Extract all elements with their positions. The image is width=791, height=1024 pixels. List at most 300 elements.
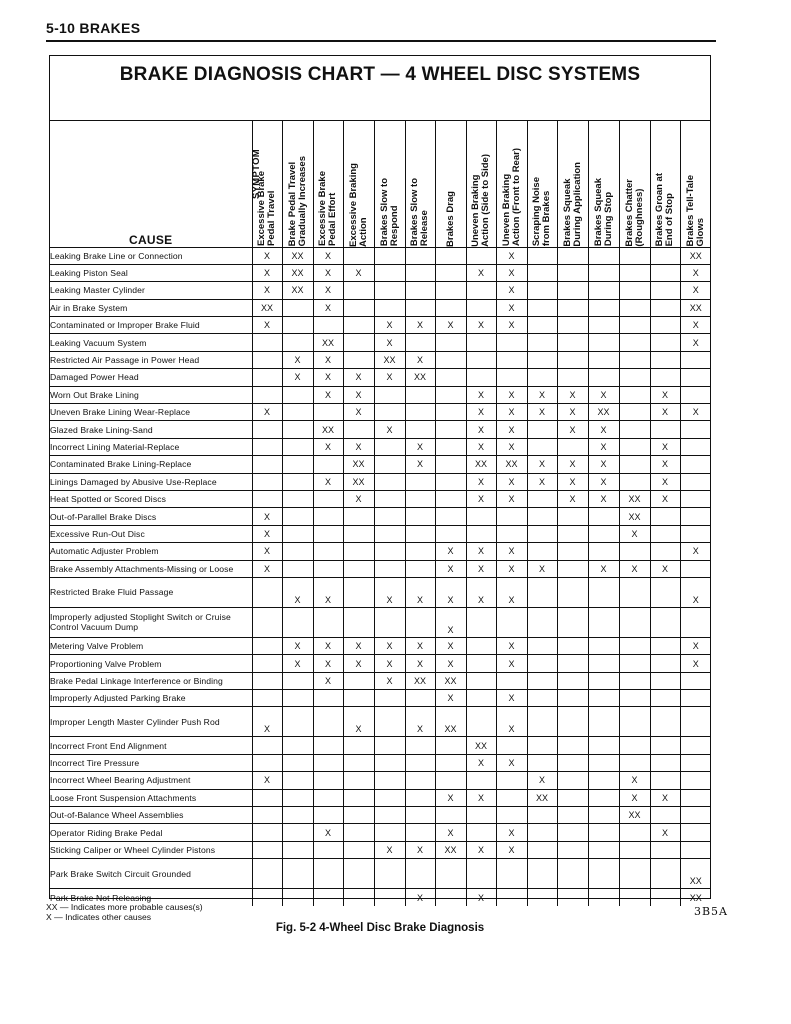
mark-cell bbox=[650, 369, 680, 386]
mark-cell bbox=[282, 754, 313, 771]
mark-cell: X bbox=[557, 421, 588, 438]
mark-cell bbox=[343, 560, 374, 577]
mark-cell bbox=[527, 351, 557, 368]
figure-caption: Fig. 5-2 4-Wheel Disc Brake Diagnosis bbox=[275, 922, 485, 934]
mark-cell: X bbox=[527, 473, 557, 490]
mark-cell bbox=[343, 737, 374, 754]
mark-cell: X bbox=[343, 386, 374, 403]
mark-cell: X bbox=[405, 841, 435, 858]
mark-cell bbox=[374, 525, 405, 542]
table-row bbox=[50, 824, 711, 841]
mark-cell: X bbox=[466, 889, 496, 906]
cause-cell: Metering Valve Problem bbox=[50, 637, 252, 654]
mark-cell bbox=[650, 672, 680, 689]
symptom-label: Brakes Slow to Release bbox=[409, 178, 430, 247]
mark-cell bbox=[252, 438, 282, 455]
mark-cell bbox=[343, 754, 374, 771]
mark-cell bbox=[466, 807, 496, 824]
mark-cell: X bbox=[343, 707, 374, 737]
mark-cell: X bbox=[588, 560, 619, 577]
cause-cell: Improper Length Master Cylinder Push Rod bbox=[50, 707, 252, 737]
mark-cell: X bbox=[405, 707, 435, 737]
mark-cell bbox=[435, 859, 466, 889]
mark-cell bbox=[619, 577, 650, 607]
mark-cell bbox=[252, 421, 282, 438]
cause-cell: Excessive Run-Out Disc bbox=[50, 525, 252, 542]
mark-cell bbox=[282, 859, 313, 889]
table-row bbox=[50, 334, 711, 351]
mark-cell bbox=[374, 789, 405, 806]
mark-cell: X bbox=[588, 456, 619, 473]
mark-cell bbox=[588, 807, 619, 824]
mark-cell: X bbox=[313, 637, 343, 654]
mark-cell bbox=[374, 889, 405, 906]
mark-cell bbox=[374, 490, 405, 507]
mark-cell bbox=[313, 508, 343, 525]
mark-cell bbox=[619, 889, 650, 906]
mark-cell: X bbox=[496, 577, 527, 607]
mark-cell bbox=[343, 543, 374, 560]
symptom-header bbox=[527, 121, 557, 247]
mark-cell bbox=[557, 508, 588, 525]
mark-cell bbox=[374, 404, 405, 421]
mark-cell: X bbox=[496, 543, 527, 560]
symptom-label: Brakes Tell-Tale Glows bbox=[684, 175, 706, 247]
mark-cell: X bbox=[496, 473, 527, 490]
mark-cell bbox=[650, 317, 680, 334]
mark-cell: X bbox=[496, 655, 527, 672]
mark-cell bbox=[650, 264, 680, 281]
mark-cell bbox=[435, 334, 466, 351]
mark-cell bbox=[527, 859, 557, 889]
mark-cell: XX bbox=[619, 508, 650, 525]
mark-cell bbox=[557, 264, 588, 281]
mark-cell: X bbox=[496, 637, 527, 654]
mark-cell bbox=[282, 772, 313, 789]
mark-cell: X bbox=[435, 317, 466, 334]
cause-cell: Park Brake Switch Circuit Grounded bbox=[50, 859, 252, 889]
mark-cell bbox=[374, 456, 405, 473]
mark-cell bbox=[680, 737, 711, 754]
mark-cell bbox=[374, 560, 405, 577]
mark-cell bbox=[435, 889, 466, 906]
symptom-header bbox=[252, 121, 282, 247]
mark-cell: X bbox=[496, 421, 527, 438]
mark-cell bbox=[435, 299, 466, 316]
mark-cell bbox=[619, 421, 650, 438]
mark-cell: X bbox=[466, 317, 496, 334]
mark-cell bbox=[374, 247, 405, 264]
symptom-header bbox=[282, 121, 313, 247]
diagnosis-rows bbox=[50, 247, 711, 906]
mark-cell bbox=[252, 824, 282, 841]
table-row bbox=[50, 807, 711, 824]
mark-cell bbox=[680, 560, 711, 577]
mark-cell bbox=[557, 560, 588, 577]
mark-cell bbox=[435, 807, 466, 824]
mark-cell bbox=[282, 404, 313, 421]
mark-cell: X bbox=[435, 543, 466, 560]
mark-cell: X bbox=[588, 421, 619, 438]
mark-cell bbox=[680, 525, 711, 542]
header-rule bbox=[46, 40, 716, 42]
mark-cell bbox=[588, 351, 619, 368]
mark-cell bbox=[374, 807, 405, 824]
mark-cell: X bbox=[496, 707, 527, 737]
mark-cell: XX bbox=[405, 672, 435, 689]
mark-cell bbox=[252, 889, 282, 906]
mark-cell bbox=[313, 525, 343, 542]
mark-cell bbox=[619, 386, 650, 403]
mark-cell: XX bbox=[680, 299, 711, 316]
mark-cell bbox=[650, 299, 680, 316]
mark-cell bbox=[252, 754, 282, 771]
mark-cell bbox=[650, 690, 680, 707]
mark-cell bbox=[343, 772, 374, 789]
mark-cell bbox=[680, 490, 711, 507]
mark-cell bbox=[435, 754, 466, 771]
mark-cell: X bbox=[435, 690, 466, 707]
mark-cell bbox=[466, 690, 496, 707]
mark-cell bbox=[282, 560, 313, 577]
mark-cell: X bbox=[466, 386, 496, 403]
mark-cell bbox=[527, 438, 557, 455]
mark-cell: X bbox=[557, 456, 588, 473]
mark-cell bbox=[374, 754, 405, 771]
symptom-axis-label: SYMPTOM bbox=[250, 149, 262, 199]
mark-cell: X bbox=[466, 560, 496, 577]
mark-cell bbox=[650, 543, 680, 560]
mark-cell: X bbox=[374, 334, 405, 351]
mark-cell: X bbox=[374, 369, 405, 386]
mark-cell bbox=[252, 841, 282, 858]
mark-cell bbox=[343, 299, 374, 316]
mark-cell bbox=[588, 282, 619, 299]
mark-cell: X bbox=[496, 754, 527, 771]
mark-cell: X bbox=[557, 386, 588, 403]
table-row bbox=[50, 369, 711, 386]
table-row bbox=[50, 841, 711, 858]
table-row bbox=[50, 707, 711, 737]
mark-cell bbox=[557, 299, 588, 316]
mark-cell bbox=[527, 754, 557, 771]
mark-cell bbox=[252, 637, 282, 654]
mark-cell bbox=[496, 889, 527, 906]
mark-cell bbox=[650, 707, 680, 737]
mark-cell bbox=[619, 334, 650, 351]
mark-cell bbox=[405, 690, 435, 707]
mark-cell: X bbox=[313, 299, 343, 316]
mark-cell: X bbox=[466, 789, 496, 806]
mark-cell bbox=[343, 607, 374, 637]
mark-cell bbox=[619, 543, 650, 560]
mark-cell: X bbox=[650, 789, 680, 806]
symptom-label: Brakes Groan at End of Stop bbox=[654, 173, 675, 247]
mark-cell: X bbox=[588, 490, 619, 507]
mark-cell bbox=[680, 841, 711, 858]
mark-cell bbox=[527, 672, 557, 689]
mark-cell: X bbox=[313, 577, 343, 607]
mark-cell bbox=[343, 690, 374, 707]
cause-cell: Contaminated Brake Lining-Replace bbox=[50, 456, 252, 473]
cause-cell: Operator Riding Brake Pedal bbox=[50, 824, 252, 841]
mark-cell: XX bbox=[405, 369, 435, 386]
mark-cell: X bbox=[343, 438, 374, 455]
mark-cell bbox=[252, 737, 282, 754]
mark-cell bbox=[619, 456, 650, 473]
cause-column-header: CAUSE bbox=[50, 121, 252, 247]
mark-cell bbox=[282, 334, 313, 351]
mark-cell: X bbox=[619, 772, 650, 789]
table-row bbox=[50, 789, 711, 806]
mark-cell: X bbox=[374, 317, 405, 334]
mark-cell: XX bbox=[619, 490, 650, 507]
mark-cell bbox=[527, 655, 557, 672]
mark-cell bbox=[527, 317, 557, 334]
mark-cell: X bbox=[466, 841, 496, 858]
mark-cell bbox=[496, 672, 527, 689]
mark-cell bbox=[435, 456, 466, 473]
mark-cell: X bbox=[252, 525, 282, 542]
mark-cell bbox=[650, 351, 680, 368]
mark-cell bbox=[343, 351, 374, 368]
cause-cell: Park Brake Not Releasing bbox=[50, 889, 252, 906]
mark-cell bbox=[252, 473, 282, 490]
mark-cell: X bbox=[466, 473, 496, 490]
mark-cell bbox=[588, 334, 619, 351]
mark-cell bbox=[374, 737, 405, 754]
cause-cell: Uneven Brake Lining Wear-Replace bbox=[50, 404, 252, 421]
mark-cell bbox=[619, 607, 650, 637]
mark-cell bbox=[588, 889, 619, 906]
mark-cell bbox=[680, 789, 711, 806]
mark-cell: X bbox=[435, 577, 466, 607]
mark-cell: X bbox=[313, 351, 343, 368]
cause-cell: Sticking Caliper or Wheel Cylinder Pistons bbox=[50, 841, 252, 858]
mark-cell bbox=[650, 577, 680, 607]
mark-cell: X bbox=[252, 543, 282, 560]
mark-cell bbox=[680, 456, 711, 473]
mark-cell bbox=[374, 824, 405, 841]
table-row bbox=[50, 282, 711, 299]
mark-cell bbox=[650, 247, 680, 264]
mark-cell bbox=[557, 438, 588, 455]
mark-cell bbox=[619, 282, 650, 299]
mark-cell bbox=[435, 421, 466, 438]
mark-cell bbox=[619, 672, 650, 689]
mark-cell bbox=[313, 490, 343, 507]
mark-cell bbox=[252, 807, 282, 824]
mark-cell bbox=[313, 707, 343, 737]
table-row bbox=[50, 264, 711, 281]
mark-cell bbox=[405, 490, 435, 507]
mark-cell bbox=[466, 824, 496, 841]
mark-cell bbox=[527, 334, 557, 351]
mark-cell: X bbox=[313, 247, 343, 264]
mark-cell bbox=[282, 438, 313, 455]
mark-cell: X bbox=[650, 456, 680, 473]
mark-cell bbox=[680, 824, 711, 841]
mark-cell bbox=[343, 789, 374, 806]
table-row bbox=[50, 859, 711, 889]
mark-cell bbox=[650, 889, 680, 906]
mark-cell: X bbox=[650, 490, 680, 507]
mark-cell bbox=[466, 607, 496, 637]
mark-cell bbox=[650, 737, 680, 754]
mark-cell bbox=[405, 807, 435, 824]
cause-cell: Brake Assembly Attachments-Missing or Loose bbox=[50, 560, 252, 577]
mark-cell bbox=[343, 672, 374, 689]
mark-cell bbox=[588, 299, 619, 316]
mark-cell bbox=[557, 317, 588, 334]
mark-cell bbox=[496, 334, 527, 351]
mark-cell: X bbox=[680, 543, 711, 560]
mark-cell: X bbox=[313, 369, 343, 386]
mark-cell bbox=[619, 404, 650, 421]
mark-cell bbox=[405, 386, 435, 403]
cause-cell: Contaminated or Improper Brake Fluid bbox=[50, 317, 252, 334]
mark-cell bbox=[588, 369, 619, 386]
mark-cell bbox=[619, 824, 650, 841]
mark-cell: XX bbox=[252, 299, 282, 316]
mark-cell: X bbox=[252, 282, 282, 299]
mark-cell bbox=[619, 655, 650, 672]
cause-cell: Loose Front Suspension Attachments bbox=[50, 789, 252, 806]
cause-cell: Linings Damaged by Abusive Use-Replace bbox=[50, 473, 252, 490]
mark-cell: X bbox=[496, 264, 527, 281]
mark-cell bbox=[650, 859, 680, 889]
symptom-header bbox=[557, 121, 588, 247]
mark-cell: X bbox=[374, 672, 405, 689]
mark-cell: XX bbox=[496, 456, 527, 473]
mark-cell bbox=[252, 577, 282, 607]
mark-cell bbox=[527, 737, 557, 754]
mark-cell bbox=[282, 525, 313, 542]
chart-title: BRAKE DIAGNOSIS CHART — 4 WHEEL DISC SYSTEMS bbox=[119, 64, 641, 85]
mark-cell: X bbox=[313, 824, 343, 841]
mark-cell bbox=[405, 754, 435, 771]
mark-cell: X bbox=[466, 421, 496, 438]
mark-cell bbox=[282, 889, 313, 906]
mark-cell bbox=[588, 637, 619, 654]
mark-cell bbox=[435, 737, 466, 754]
mark-cell bbox=[466, 525, 496, 542]
mark-cell bbox=[557, 247, 588, 264]
cause-cell: Incorrect Front End Alignment bbox=[50, 737, 252, 754]
mark-cell bbox=[680, 508, 711, 525]
mark-cell: X bbox=[405, 889, 435, 906]
mark-cell bbox=[650, 841, 680, 858]
legend-item: X — Indicates other causes bbox=[46, 912, 152, 922]
mark-cell: X bbox=[252, 317, 282, 334]
mark-cell bbox=[343, 247, 374, 264]
mark-cell bbox=[374, 473, 405, 490]
mark-cell bbox=[313, 754, 343, 771]
symptom-header bbox=[680, 121, 711, 247]
mark-cell bbox=[496, 772, 527, 789]
mark-cell bbox=[405, 737, 435, 754]
mark-cell bbox=[282, 421, 313, 438]
mark-cell bbox=[680, 438, 711, 455]
mark-cell bbox=[343, 889, 374, 906]
mark-cell bbox=[282, 456, 313, 473]
diagnosis-chart-frame bbox=[49, 55, 711, 903]
mark-cell bbox=[435, 404, 466, 421]
mark-cell bbox=[313, 456, 343, 473]
symptom-label: Uneven Braking Action (Side to Side) bbox=[470, 153, 491, 247]
mark-cell bbox=[405, 789, 435, 806]
mark-cell: X bbox=[588, 473, 619, 490]
symptom-header bbox=[496, 121, 527, 247]
mark-cell bbox=[588, 607, 619, 637]
mark-cell: X bbox=[650, 386, 680, 403]
mark-cell: X bbox=[496, 690, 527, 707]
mark-cell bbox=[435, 247, 466, 264]
mark-cell bbox=[343, 508, 374, 525]
mark-cell bbox=[374, 299, 405, 316]
mark-cell: X bbox=[496, 560, 527, 577]
mark-cell: X bbox=[435, 607, 466, 637]
mark-cell bbox=[557, 859, 588, 889]
mark-cell: X bbox=[527, 386, 557, 403]
mark-cell bbox=[619, 707, 650, 737]
mark-cell: X bbox=[405, 456, 435, 473]
mark-cell bbox=[405, 508, 435, 525]
cause-cell: Leaking Vacuum System bbox=[50, 334, 252, 351]
mark-cell: X bbox=[466, 543, 496, 560]
mark-cell bbox=[650, 754, 680, 771]
mark-cell bbox=[466, 508, 496, 525]
mark-cell: XX bbox=[282, 264, 313, 281]
mark-cell: X bbox=[466, 577, 496, 607]
symptom-header bbox=[405, 121, 435, 247]
mark-cell bbox=[619, 859, 650, 889]
mark-cell bbox=[343, 824, 374, 841]
mark-cell: X bbox=[374, 577, 405, 607]
mark-cell: X bbox=[680, 317, 711, 334]
mark-cell: X bbox=[650, 473, 680, 490]
cause-cell: Brake Pedal Linkage Interference or Binding bbox=[50, 672, 252, 689]
table-row bbox=[50, 754, 711, 771]
mark-cell: X bbox=[466, 264, 496, 281]
mark-cell bbox=[680, 807, 711, 824]
symptom-header bbox=[313, 121, 343, 247]
mark-cell bbox=[557, 889, 588, 906]
mark-cell bbox=[557, 282, 588, 299]
mark-cell bbox=[374, 508, 405, 525]
symptom-label: Scraping Noise from Brakes bbox=[531, 177, 552, 247]
table-row bbox=[50, 438, 711, 455]
mark-cell: X bbox=[313, 438, 343, 455]
mark-cell bbox=[313, 772, 343, 789]
table-row bbox=[50, 577, 711, 607]
mark-cell bbox=[588, 841, 619, 858]
cause-cell: Automatic Adjuster Problem bbox=[50, 543, 252, 560]
mark-cell bbox=[466, 655, 496, 672]
mark-cell bbox=[588, 655, 619, 672]
mark-cell bbox=[313, 889, 343, 906]
table-row bbox=[50, 543, 711, 560]
symptom-label: Excessive Braking Action bbox=[347, 162, 369, 247]
symptom-header bbox=[435, 121, 466, 247]
cause-cell: Out-of-Parallel Brake Discs bbox=[50, 508, 252, 525]
mark-cell bbox=[496, 859, 527, 889]
mark-cell: X bbox=[680, 655, 711, 672]
cause-cell: Incorrect Wheel Bearing Adjustment bbox=[50, 772, 252, 789]
mark-cell: XX bbox=[374, 351, 405, 368]
mark-cell bbox=[374, 772, 405, 789]
mark-cell: X bbox=[680, 264, 711, 281]
